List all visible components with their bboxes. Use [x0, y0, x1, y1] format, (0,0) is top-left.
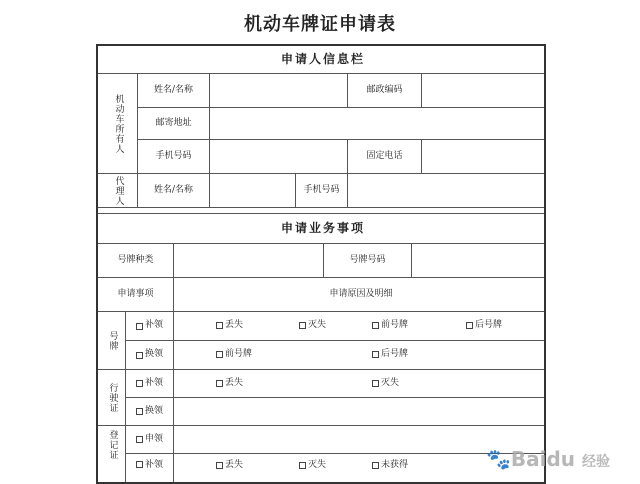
reg-not-obtained-label: 未获得: [381, 460, 409, 470]
license-exchange-label: 换领: [144, 405, 163, 416]
owner-name-field[interactable]: [210, 74, 348, 108]
owner-group-label: 机动车所有人: [98, 74, 138, 174]
license-lost-label: 丢失: [225, 377, 244, 388]
license-reissue-options: [174, 370, 546, 398]
plate-exchange-label: 换领: [144, 349, 163, 360]
watermark-brand: Baidu: [510, 447, 576, 471]
license-exchange-cell[interactable]: [126, 398, 174, 426]
applicant-info-header: 申请人信息栏: [98, 46, 546, 74]
agent-mobile-label: 手机号码: [296, 174, 348, 208]
plate-exchange-rear-checkbox[interactable]: [372, 351, 379, 358]
agent-mobile-field[interactable]: [348, 174, 546, 208]
plate-rear-option[interactable]: [466, 321, 502, 331]
license-destroyed-label: 灭失: [381, 377, 400, 388]
plate-reissue-cell[interactable]: [126, 312, 174, 341]
plate-lost-option[interactable]: [216, 321, 243, 331]
mobile-field[interactable]: [210, 140, 348, 174]
form-title: 机动车牌证申请表: [244, 14, 396, 35]
plate-lost-checkbox[interactable]: [216, 322, 223, 329]
reg-reissue-checkbox[interactable]: [136, 461, 143, 468]
plate-exchange-options: [174, 341, 546, 370]
reg-lost-option[interactable]: [216, 461, 243, 471]
watermark-sub: 经验: [582, 454, 610, 470]
license-group-label: 行驶证: [98, 370, 126, 426]
mobile-label: 手机号码: [138, 140, 210, 174]
reg-lost-checkbox[interactable]: [216, 462, 223, 469]
reg-reissue-label: 补领: [144, 460, 163, 470]
business-matters-header: 申请业务事项: [98, 214, 546, 244]
license-reissue-cell[interactable]: [126, 370, 174, 398]
reg-not-obtained-checkbox[interactable]: [372, 462, 379, 469]
reg-destroyed-label: 灭失: [308, 460, 327, 470]
agent-name-label: 姓名/名称: [138, 174, 210, 208]
matter-label: 申请事项: [98, 278, 174, 312]
agent-group-label: 代理人: [98, 174, 138, 208]
plate-rear-checkbox[interactable]: [466, 322, 473, 329]
plate-group-label: 号牌: [98, 312, 126, 370]
reg-lost-label: 丢失: [225, 460, 244, 470]
plate-destroyed-checkbox[interactable]: [299, 322, 306, 329]
plate-number-label: 号牌号码: [324, 244, 412, 278]
license-exchange-options: [174, 398, 546, 426]
license-lost-option[interactable]: [216, 379, 243, 389]
reg-destroyed-option[interactable]: [299, 461, 326, 471]
reg-apply-label: 申领: [144, 433, 163, 444]
plate-exchange-rear-label: 后号牌: [381, 349, 409, 360]
plate-front-label: 前号牌: [381, 320, 409, 331]
plate-exchange-front-checkbox[interactable]: [216, 351, 223, 358]
license-reissue-label: 补领: [144, 377, 163, 388]
reg-group-label: 登记证: [98, 426, 126, 484]
plate-destroyed-label: 灭失: [308, 320, 327, 331]
license-reissue-checkbox[interactable]: [136, 380, 143, 387]
plate-exchange-checkbox[interactable]: [136, 352, 143, 359]
plate-reissue-checkbox[interactable]: [136, 323, 143, 330]
owner-name-label: 姓名/名称: [138, 74, 210, 108]
plate-type-label: 号牌种类: [98, 244, 174, 278]
plate-front-checkbox[interactable]: [372, 322, 379, 329]
plate-reissue-label: 补领: [144, 320, 163, 331]
license-exchange-checkbox[interactable]: [136, 408, 143, 415]
plate-destroyed-option[interactable]: [299, 321, 326, 331]
postcode-field[interactable]: [422, 74, 546, 108]
reason-label: 申请原因及明细: [174, 278, 546, 312]
phone-field[interactable]: [422, 140, 546, 174]
reg-destroyed-checkbox[interactable]: [299, 462, 306, 469]
reg-not-obtained-option[interactable]: [372, 461, 408, 471]
baidu-watermark: [486, 447, 610, 471]
license-lost-checkbox[interactable]: [216, 380, 223, 387]
plate-exchange-rear-option[interactable]: [372, 350, 408, 360]
postcode-label: 邮政编码: [348, 74, 422, 108]
reg-reissue-cell[interactable]: [126, 454, 174, 484]
agent-name-field[interactable]: [210, 174, 296, 208]
reg-apply-cell[interactable]: [126, 426, 174, 454]
reg-apply-checkbox[interactable]: [136, 436, 143, 443]
address-field[interactable]: [210, 108, 546, 140]
plate-exchange-front-label: 前号牌: [225, 349, 253, 360]
phone-label: 固定电话: [348, 140, 422, 174]
watermark-paw-icon: 🐾: [485, 447, 511, 471]
address-label: 邮寄地址: [138, 108, 210, 140]
plate-lost-label: 丢失: [225, 320, 244, 331]
plate-rear-label: 后号牌: [475, 320, 503, 331]
license-destroyed-checkbox[interactable]: [372, 380, 379, 387]
plate-exchange-cell[interactable]: [126, 341, 174, 370]
plate-exchange-front-option[interactable]: [216, 350, 252, 360]
plate-front-option[interactable]: [372, 321, 408, 331]
application-form: [96, 44, 546, 484]
license-destroyed-option[interactable]: [372, 379, 399, 389]
plate-type-field[interactable]: [174, 244, 324, 278]
plate-reissue-options: [174, 312, 546, 341]
plate-number-field[interactable]: [412, 244, 546, 278]
